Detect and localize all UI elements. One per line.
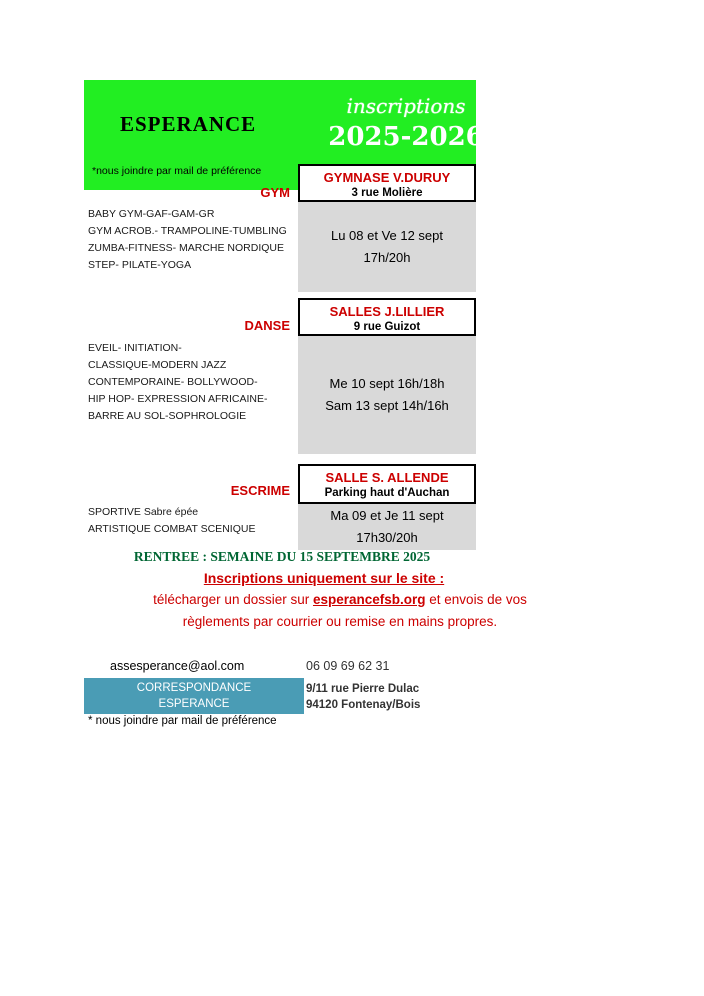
discipline-item: BARRE AU SOL-SOPHROLOGIE xyxy=(88,410,247,422)
inscriptions-text xyxy=(84,589,596,633)
venue-address: 3 rue Molière xyxy=(351,187,423,199)
time-line: Lu 08 et Ve 12 sept xyxy=(330,228,444,243)
venue-address: 9 rue Guizot xyxy=(353,321,421,333)
venue-name: SALLES J.LILLIER xyxy=(329,304,445,319)
venue-name: SALLE S. ALLENDE xyxy=(325,470,449,485)
discipline-item: SPORTIVE Sabre épée xyxy=(88,506,199,518)
section-label-gym: GYM xyxy=(260,185,290,200)
correspondance-club: ESPERANCE xyxy=(158,698,230,710)
inscriptions-heading: Inscriptions uniquement sur le site : xyxy=(203,570,445,586)
section-label-escrime: ESCRIME xyxy=(230,483,290,498)
discipline-item: CONTEMPORAINE- BOLLYWOOD- xyxy=(88,376,258,388)
inscriptions-line1-before: télécharger un dossier sur xyxy=(153,592,313,607)
page-title: ESPERANCE xyxy=(120,112,257,136)
correspondance-bar xyxy=(84,678,304,714)
time-box-danse xyxy=(298,336,476,454)
discipline-item: ARTISTIQUE COMBAT SCENIQUE xyxy=(88,523,256,535)
venue-box-danse xyxy=(298,298,476,336)
contact-phone: 06 09 69 62 31 xyxy=(306,659,390,673)
inscriptions-line2: règlements par courrier ou remise en mains propres. xyxy=(182,614,498,629)
time-line: 17h/20h xyxy=(363,250,411,265)
venue-box-gym xyxy=(298,164,476,202)
time-line: Ma 09 et Je 11 sept xyxy=(330,508,444,523)
time-line: 17h30/20h xyxy=(356,530,418,545)
time-box-escrime xyxy=(298,504,476,550)
discipline-item: STEP- PILATE-YOGA xyxy=(88,259,192,271)
discipline-item: CLASSIQUE-MODERN JAZZ xyxy=(88,359,227,371)
discipline-list-escrime xyxy=(88,504,298,538)
discipline-item: BABY GYM-GAF-GAM-GR xyxy=(88,208,215,220)
time-line: Me 10 sept 16h/18h xyxy=(329,376,445,391)
venue-address: Parking haut d'Auchan xyxy=(324,487,450,499)
inscriptions-word: inscriptions xyxy=(346,94,466,118)
venue-name: GYMNASE V.DURUY xyxy=(323,170,451,185)
season-years: 2025-2026 xyxy=(328,122,484,152)
contact-address xyxy=(306,681,420,713)
discipline-list-danse xyxy=(88,340,298,425)
mail-preference-note-top: *nous joindre par mail de préférence xyxy=(92,165,262,177)
time-line: Sam 13 sept 14h/16h xyxy=(325,398,449,413)
address-line-1: 9/11 rue Pierre Dulac xyxy=(306,683,420,695)
mail-preference-note-bottom: * nous joindre par mail de préférence xyxy=(88,715,277,727)
time-box-gym xyxy=(298,202,476,292)
rentree-note: RENTREE : SEMAINE DU 15 SEPTEMBRE 2025 xyxy=(133,549,431,564)
website-link[interactable]: esperancefsb.org xyxy=(312,592,426,607)
discipline-item: HIP HOP- EXPRESSION AFRICAINE- xyxy=(88,393,268,405)
section-label-danse: DANSE xyxy=(244,318,290,333)
correspondance-label: CORRESPONDANCE xyxy=(136,682,252,694)
inscriptions-line1-after: et envois de vos xyxy=(425,592,527,607)
address-line-2: 94120 Fontenay/Bois xyxy=(306,699,421,711)
discipline-item: ZUMBA-FITNESS- MARCHE NORDIQUE xyxy=(88,242,285,254)
discipline-item: EVEIL- INITIATION- xyxy=(88,342,182,354)
contact-email[interactable]: assesperance@aol.com xyxy=(110,659,245,673)
discipline-list-gym xyxy=(88,206,293,274)
discipline-item: GYM ACROB.- TRAMPOLINE-TUMBLING xyxy=(88,225,287,237)
venue-box-escrime xyxy=(298,464,476,504)
